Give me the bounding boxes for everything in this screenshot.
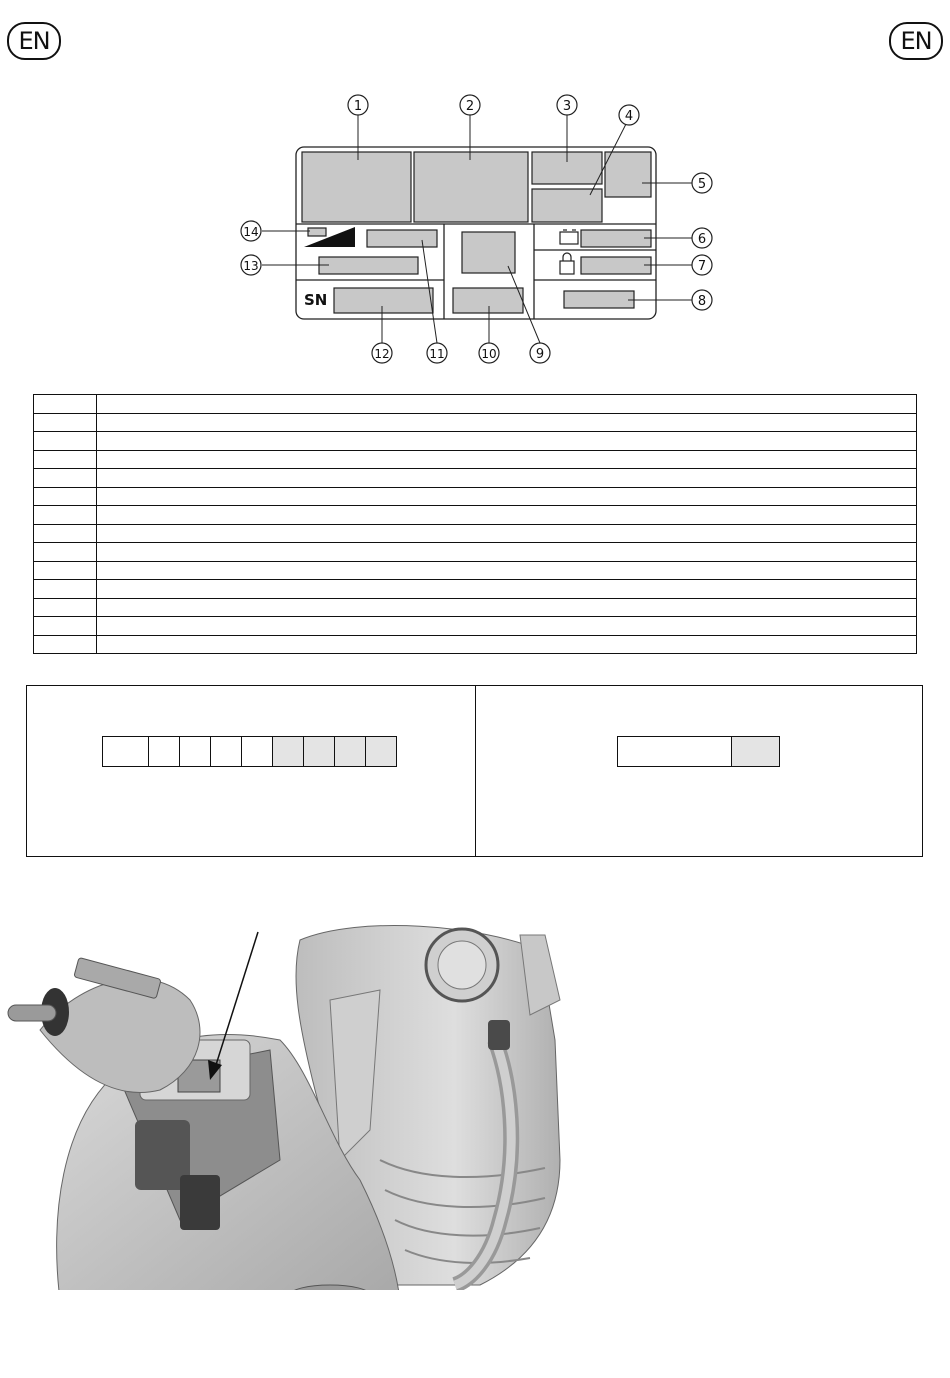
table-cell-description: [97, 395, 917, 414]
table-row: [34, 395, 917, 414]
table-cell-description: [97, 561, 917, 580]
field-2: [414, 152, 528, 222]
field-10: [453, 288, 523, 313]
table-cell-number: [34, 506, 97, 525]
table-cell-description: [97, 598, 917, 617]
language-badge-left: EN: [7, 22, 61, 60]
table-cell-number: [34, 432, 97, 451]
table-cell-number: [34, 487, 97, 506]
table-row: [34, 635, 917, 654]
table-cell-number: [34, 450, 97, 469]
field-7: [581, 257, 651, 274]
callout-8: 8: [697, 294, 707, 309]
machine-photo: [0, 920, 600, 1290]
table-cell-number: [34, 561, 97, 580]
table-cell-description: [97, 543, 917, 562]
callout-12: 12: [374, 347, 390, 361]
table-row: [34, 617, 917, 636]
field-9: [462, 232, 515, 273]
table-cell-description: [97, 524, 917, 543]
field-13: [319, 257, 418, 274]
table-cell-number: [34, 635, 97, 654]
table-cell-description: [97, 450, 917, 469]
table-row: [34, 450, 917, 469]
right-code-cells: [618, 736, 780, 767]
callout-2: 2: [465, 99, 475, 114]
table-row: [34, 561, 917, 580]
callout-4: 4: [624, 109, 634, 124]
table-row: [34, 432, 917, 451]
table-row: [34, 506, 917, 525]
code-box-panel: [26, 685, 923, 857]
left-code-cells: [103, 736, 397, 767]
callout-14: 14: [243, 225, 259, 239]
table-cell-number: [34, 413, 97, 432]
field-14: [308, 228, 326, 236]
table-cell-number: [34, 543, 97, 562]
table-cell-description: [97, 580, 917, 599]
callout-6: 6: [697, 232, 707, 247]
table-row: [34, 524, 917, 543]
language-badge-right: EN: [889, 22, 943, 60]
table-cell-description: [97, 432, 917, 451]
table-cell-description: [97, 469, 917, 488]
table-cell-number: [34, 617, 97, 636]
table-cell-number: [34, 469, 97, 488]
callout-13: 13: [243, 259, 259, 273]
field-4: [532, 189, 602, 222]
table-cell-number: [34, 395, 97, 414]
table-row: [34, 598, 917, 617]
table-row: [34, 487, 917, 506]
panel-divider: [475, 686, 476, 856]
table-row: [34, 580, 917, 599]
field-12: [334, 288, 433, 313]
sn-label: SN: [304, 291, 328, 309]
battery-icon: [560, 230, 578, 244]
table-cell-description: [97, 617, 917, 636]
callout-11: 11: [429, 347, 445, 361]
callout-7: 7: [697, 259, 707, 274]
table-cell-number: [34, 580, 97, 599]
field-1: [302, 152, 411, 222]
table-row: [34, 543, 917, 562]
table-cell-description: [97, 506, 917, 525]
table-cell-description: [97, 635, 917, 654]
table-row: [34, 469, 917, 488]
table-cell-number: [34, 524, 97, 543]
callout-5: 5: [697, 177, 707, 192]
field-11: [367, 230, 437, 247]
table-cell-description: [97, 413, 917, 432]
callout-10: 10: [481, 347, 497, 361]
table-cell-number: [34, 598, 97, 617]
field-5: [605, 152, 651, 197]
callout-9: 9: [535, 347, 545, 362]
rating-plate-diagram: [0, 0, 950, 380]
field-6: [581, 230, 651, 247]
callout-1: 1: [353, 99, 363, 114]
legend-table: [33, 394, 917, 654]
table-row: [34, 413, 917, 432]
callout-3: 3: [562, 99, 572, 114]
table-cell-description: [97, 487, 917, 506]
field-8: [564, 291, 634, 308]
